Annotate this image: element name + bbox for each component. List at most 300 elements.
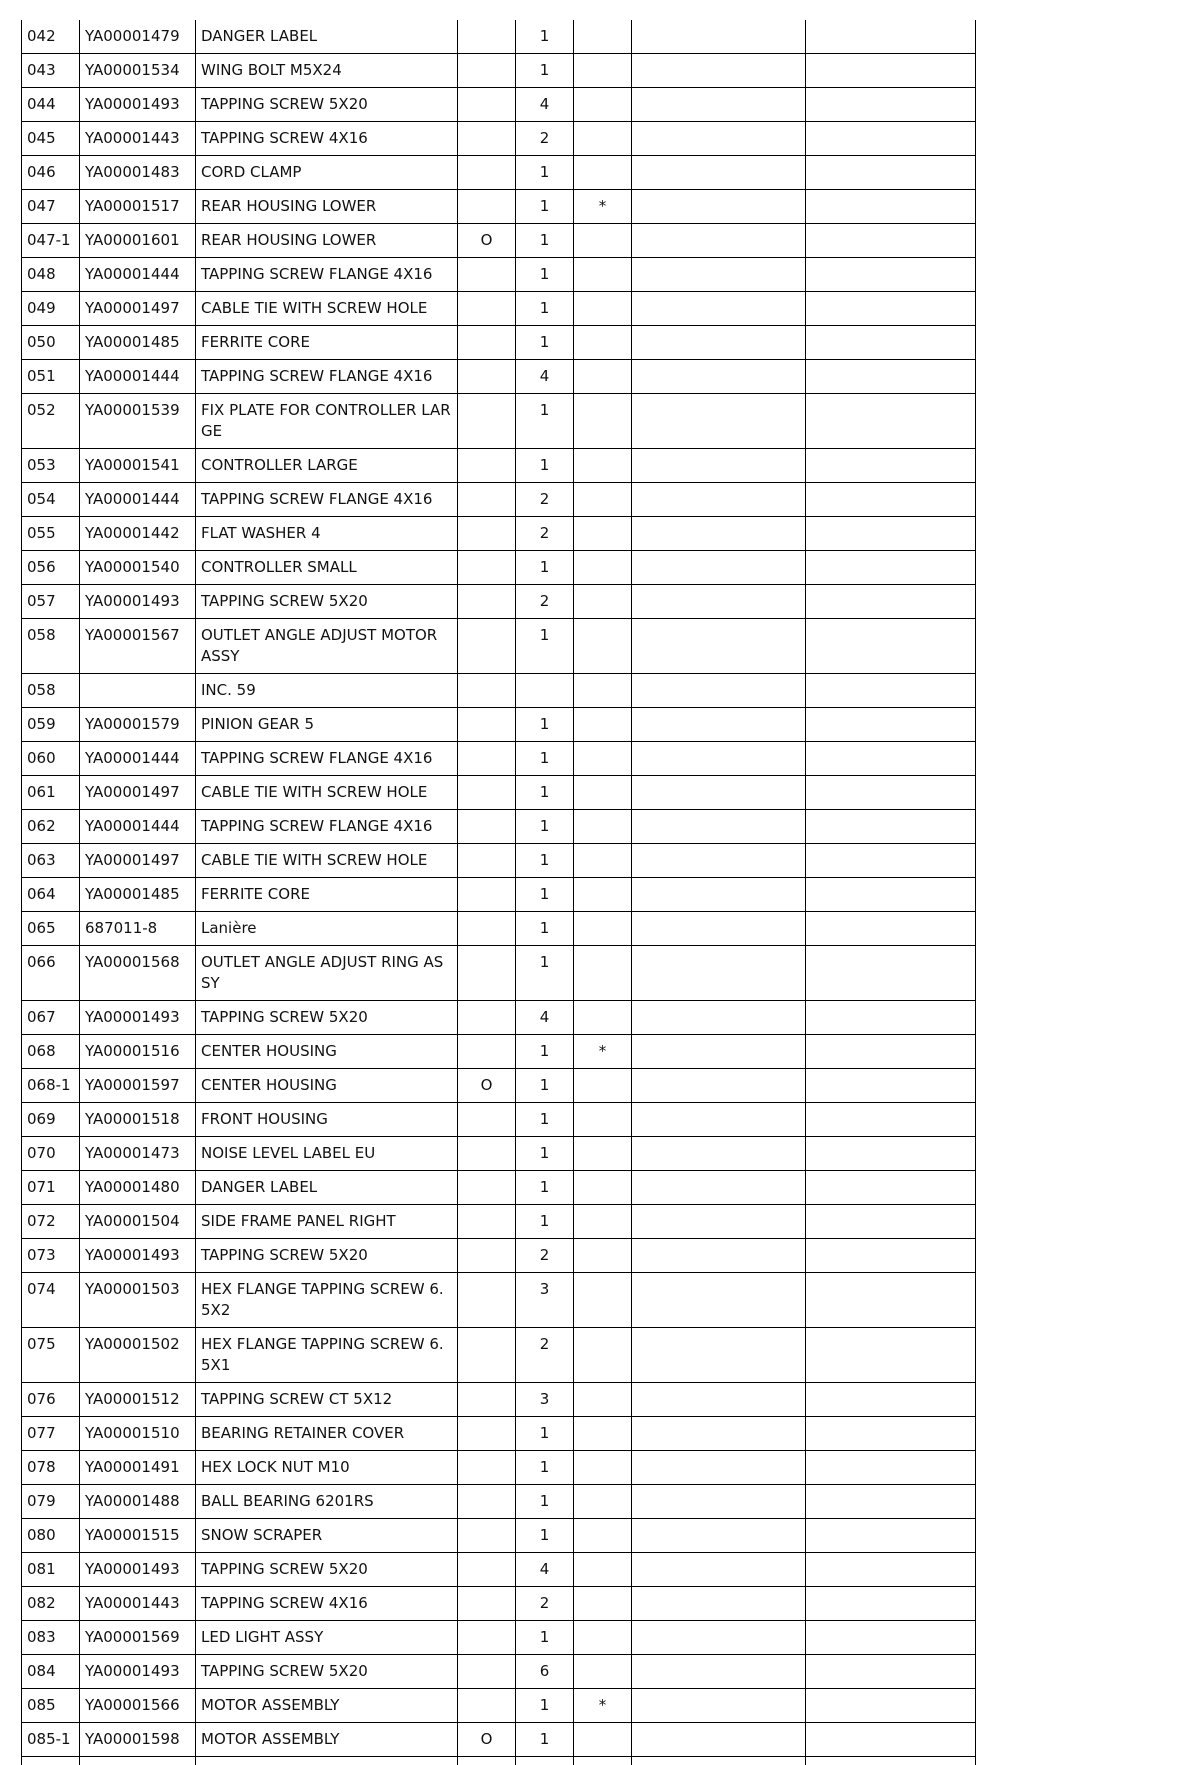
description-cell: DANGER LABEL [196,1171,458,1205]
quantity-cell: 3 [516,1383,574,1417]
blank-cell [632,674,806,708]
description-cell: TAPPING SCREW FLANGE 4X16 [196,810,458,844]
blank-cell [806,122,976,156]
item-number-cell: 058 [22,674,80,708]
note-mark-cell [574,88,632,122]
option-cell [458,810,516,844]
quantity-cell: 1 [516,1451,574,1485]
blank-cell [806,449,976,483]
item-number-cell: 074 [22,1273,80,1328]
blank-cell [806,878,976,912]
part-number-cell: YA00001444 [80,360,196,394]
quantity-cell: 4 [516,1553,574,1587]
item-number-cell: 053 [22,449,80,483]
quantity-cell: 3 [516,1273,574,1328]
description-cell: FLAT WASHER 4 [196,517,458,551]
note-mark-cell [574,1239,632,1273]
blank-cell [632,224,806,258]
table-row [22,483,976,517]
item-number-cell: 051 [22,360,80,394]
note-mark-cell [574,674,632,708]
item-number-cell: 043 [22,54,80,88]
description-cell: TAPPING SCREW 5X20 [196,1553,458,1587]
blank-cell [574,1757,632,1765]
option-cell [458,1587,516,1621]
item-number-cell: 070 [22,1137,80,1171]
item-number-cell: 060 [22,742,80,776]
description-cell: TAPPING SCREW 5X20 [196,88,458,122]
table-row [22,1587,976,1621]
table-row [22,1171,976,1205]
part-number-cell: YA00001473 [80,1137,196,1171]
note-mark-cell [574,1273,632,1328]
part-number-cell: YA00001491 [80,1451,196,1485]
blank-cell [632,1069,806,1103]
blank-cell [632,1417,806,1451]
table-row [22,912,976,946]
table-row [22,708,976,742]
quantity-cell: 1 [516,844,574,878]
option-cell [458,912,516,946]
note-mark-cell [574,1383,632,1417]
blank-cell [806,326,976,360]
description-cell: TAPPING SCREW 4X16 [196,1587,458,1621]
table-row [22,156,976,190]
description-cell: TAPPING SCREW FLANGE 4X16 [196,360,458,394]
quantity-cell: 1 [516,1519,574,1553]
blank-cell [806,1757,976,1765]
blank-cell [806,1171,976,1205]
quantity-cell: 1 [516,1205,574,1239]
item-number-cell: 084 [22,1655,80,1689]
quantity-cell: 1 [516,708,574,742]
item-number-cell: 044 [22,88,80,122]
blank-cell [196,1757,458,1765]
option-cell [458,1383,516,1417]
part-number-cell: YA00001480 [80,1171,196,1205]
quantity-cell: 1 [516,810,574,844]
item-number-cell: 072 [22,1205,80,1239]
description-cell: WING BOLT M5X24 [196,54,458,88]
quantity-cell: 1 [516,156,574,190]
description-cell: OUTLET ANGLE ADJUST MOTOR ASSY [196,619,458,674]
quantity-cell: 1 [516,878,574,912]
table-row-continued [22,1757,976,1765]
table-row [22,190,976,224]
description-cell: CONTROLLER SMALL [196,551,458,585]
quantity-cell: 2 [516,483,574,517]
part-number-cell: YA00001566 [80,1689,196,1723]
table-row [22,1205,976,1239]
note-mark-cell [574,1519,632,1553]
blank-cell [806,1103,976,1137]
table-row [22,360,976,394]
item-number-cell: 047 [22,190,80,224]
blank-cell [806,1655,976,1689]
part-number-cell: YA00001504 [80,1205,196,1239]
description-cell: TAPPING SCREW 5X20 [196,1655,458,1689]
blank-cell [632,517,806,551]
description-cell: TAPPING SCREW 4X16 [196,122,458,156]
note-mark-cell: * [574,190,632,224]
table-row [22,517,976,551]
blank-cell [806,156,976,190]
note-mark-cell [574,1553,632,1587]
table-row [22,224,976,258]
option-cell [458,1103,516,1137]
note-mark-cell [574,1171,632,1205]
quantity-cell: 1 [516,292,574,326]
description-cell: FERRITE CORE [196,878,458,912]
blank-cell [632,1519,806,1553]
note-mark-cell [574,619,632,674]
option-cell [458,1001,516,1035]
option-cell [458,394,516,449]
note-mark-cell [574,156,632,190]
option-cell [458,156,516,190]
option-cell [458,551,516,585]
description-cell: OUTLET ANGLE ADJUST RING ASSY [196,946,458,1001]
part-number-cell: YA00001502 [80,1328,196,1383]
note-mark-cell [574,122,632,156]
option-cell [458,190,516,224]
note-mark-cell [574,1001,632,1035]
description-cell: MOTOR ASSEMBLY [196,1723,458,1757]
note-mark-cell [574,1069,632,1103]
part-number-cell: YA00001517 [80,190,196,224]
option-cell [458,674,516,708]
quantity-cell: 1 [516,912,574,946]
part-number-cell: YA00001540 [80,551,196,585]
note-mark-cell [574,326,632,360]
part-number-cell: YA00001497 [80,776,196,810]
blank-cell [632,619,806,674]
table-row [22,1689,976,1723]
table-row [22,619,976,674]
note-mark-cell [574,1451,632,1485]
blank-cell [632,585,806,619]
item-number-cell: 047-1 [22,224,80,258]
option-cell [458,776,516,810]
part-number-cell: YA00001512 [80,1383,196,1417]
description-cell: BEARING RETAINER COVER [196,1417,458,1451]
part-number-cell: YA00001493 [80,1655,196,1689]
option-cell [458,54,516,88]
note-mark-cell [574,810,632,844]
part-number-cell: YA00001493 [80,88,196,122]
note-mark-cell [574,1103,632,1137]
table-row [22,844,976,878]
note-mark-cell [574,292,632,326]
blank-cell [632,1723,806,1757]
description-cell: CORD CLAMP [196,156,458,190]
blank-cell [806,708,976,742]
description-cell: TAPPING SCREW FLANGE 4X16 [196,483,458,517]
item-number-cell: 059 [22,708,80,742]
part-number-cell: YA00001518 [80,1103,196,1137]
description-cell: FERRITE CORE [196,326,458,360]
quantity-cell: 1 [516,1417,574,1451]
blank-cell [806,1723,976,1757]
part-number-cell: YA00001485 [80,326,196,360]
quantity-cell: 4 [516,88,574,122]
table-row [22,1723,976,1757]
table-row [22,1655,976,1689]
description-cell: HEX FLANGE TAPPING SCREW 6.5X2 [196,1273,458,1328]
item-number-cell: 075 [22,1328,80,1383]
description-cell: SIDE FRAME PANEL RIGHT [196,1205,458,1239]
part-number-cell: YA00001497 [80,292,196,326]
table-row [22,20,976,54]
description-cell: PINION GEAR 5 [196,708,458,742]
option-cell [458,878,516,912]
note-mark-cell [574,912,632,946]
quantity-cell: 2 [516,122,574,156]
quantity-cell: 1 [516,1621,574,1655]
item-number-cell: 056 [22,551,80,585]
table-row [22,1273,976,1328]
table-row [22,878,976,912]
part-number-cell: YA00001567 [80,619,196,674]
item-number-cell: 082 [22,1587,80,1621]
blank-cell [806,1035,976,1069]
option-cell [458,449,516,483]
quantity-cell: 1 [516,551,574,585]
table-row [22,326,976,360]
item-number-cell: 057 [22,585,80,619]
blank-cell [806,394,976,449]
quantity-cell: 4 [516,360,574,394]
description-cell: FRONT HOUSING [196,1103,458,1137]
parts-table-body [22,20,976,1765]
note-mark-cell [574,776,632,810]
blank-cell [632,1273,806,1328]
blank-cell [458,1757,516,1765]
table-row [22,585,976,619]
description-cell: REAR HOUSING LOWER [196,224,458,258]
item-number-cell: 054 [22,483,80,517]
description-cell: TAPPING SCREW CT 5X12 [196,1383,458,1417]
item-number-cell: 061 [22,776,80,810]
item-number-cell: 081 [22,1553,80,1587]
item-number-cell: 079 [22,1485,80,1519]
option-cell: O [458,1069,516,1103]
table-row [22,394,976,449]
part-number-cell: YA00001597 [80,1069,196,1103]
option-cell [458,1451,516,1485]
part-number-cell: YA00001444 [80,483,196,517]
blank-cell [632,1137,806,1171]
item-number-cell: 078 [22,1451,80,1485]
item-number-cell: 068-1 [22,1069,80,1103]
blank-cell [632,326,806,360]
item-number-cell: 069 [22,1103,80,1137]
item-number-cell: 055 [22,517,80,551]
option-cell [458,1273,516,1328]
table-row [22,1103,976,1137]
quantity-cell: 1 [516,1069,574,1103]
part-number-cell: YA00001444 [80,742,196,776]
quantity-cell: 1 [516,258,574,292]
blank-cell [806,551,976,585]
note-mark-cell [574,1655,632,1689]
item-number-cell: 062 [22,810,80,844]
part-number-cell: YA00001516 [80,1035,196,1069]
blank-cell [22,1757,80,1765]
blank-cell [632,742,806,776]
quantity-cell: 1 [516,1689,574,1723]
table-row [22,1485,976,1519]
table-row [22,1035,976,1069]
blank-cell [806,190,976,224]
part-number-cell: YA00001497 [80,844,196,878]
blank-cell [632,122,806,156]
quantity-cell: 1 [516,1171,574,1205]
blank-cell [632,20,806,54]
item-number-cell: 085-1 [22,1723,80,1757]
part-number-cell: YA00001539 [80,394,196,449]
blank-cell [632,360,806,394]
description-cell: MOTOR ASSEMBLY [196,1689,458,1723]
note-mark-cell [574,1417,632,1451]
item-number-cell: 077 [22,1417,80,1451]
item-number-cell: 083 [22,1621,80,1655]
quantity-cell: 1 [516,619,574,674]
note-mark-cell [574,878,632,912]
quantity-cell: 4 [516,1001,574,1035]
description-cell: NOISE LEVEL LABEL EU [196,1137,458,1171]
table-row [22,258,976,292]
quantity-cell: 1 [516,1137,574,1171]
option-cell [458,1417,516,1451]
blank-cell [806,1451,976,1485]
description-cell: CABLE TIE WITH SCREW HOLE [196,844,458,878]
part-number-cell: YA00001569 [80,1621,196,1655]
blank-cell [806,1273,976,1328]
description-cell: TAPPING SCREW FLANGE 4X16 [196,742,458,776]
item-number-cell: 066 [22,946,80,1001]
part-number-cell: YA00001515 [80,1519,196,1553]
blank-cell [806,258,976,292]
blank-cell [806,1069,976,1103]
blank-cell [806,20,976,54]
item-number-cell: 042 [22,20,80,54]
table-row [22,1383,976,1417]
blank-cell [632,190,806,224]
note-mark-cell [574,585,632,619]
quantity-cell: 2 [516,585,574,619]
quantity-cell: 1 [516,1103,574,1137]
blank-cell [632,1587,806,1621]
quantity-cell: 1 [516,742,574,776]
table-row [22,776,976,810]
blank-cell [806,674,976,708]
table-row [22,1069,976,1103]
part-number-cell: YA00001493 [80,1001,196,1035]
blank-cell [806,742,976,776]
quantity-cell: 1 [516,224,574,258]
blank-cell [806,1689,976,1723]
part-number-cell: YA00001510 [80,1417,196,1451]
table-row [22,946,976,1001]
table-row [22,674,976,708]
part-number-cell: YA00001444 [80,258,196,292]
blank-cell [806,1383,976,1417]
option-cell [458,258,516,292]
blank-cell [806,810,976,844]
item-number-cell: 080 [22,1519,80,1553]
part-number-cell: YA00001443 [80,1587,196,1621]
table-row [22,1451,976,1485]
note-mark-cell [574,708,632,742]
option-cell [458,1171,516,1205]
blank-cell [632,1035,806,1069]
part-number-cell: YA00001485 [80,878,196,912]
item-number-cell: 076 [22,1383,80,1417]
blank-cell [632,1205,806,1239]
blank-cell [806,1485,976,1519]
blank-cell [632,1103,806,1137]
description-cell: INC. 59 [196,674,458,708]
table-row [22,1001,976,1035]
note-mark-cell [574,449,632,483]
note-mark-cell [574,1723,632,1757]
blank-cell [632,156,806,190]
description-cell: CENTER HOUSING [196,1035,458,1069]
item-number-cell: 052 [22,394,80,449]
blank-cell [632,1655,806,1689]
option-cell [458,1655,516,1689]
part-number-cell: YA00001534 [80,54,196,88]
option-cell [458,742,516,776]
description-cell: TAPPING SCREW FLANGE 4X16 [196,258,458,292]
blank-cell [806,360,976,394]
blank-cell [806,1328,976,1383]
blank-cell [632,810,806,844]
note-mark-cell [574,946,632,1001]
table-row [22,292,976,326]
table-row [22,1553,976,1587]
blank-cell [806,844,976,878]
part-number-cell: YA00001488 [80,1485,196,1519]
table-row [22,1137,976,1171]
part-number-cell: YA00001503 [80,1273,196,1328]
quantity-cell: 1 [516,776,574,810]
quantity-cell: 1 [516,54,574,88]
note-mark-cell [574,360,632,394]
option-cell [458,122,516,156]
item-number-cell: 063 [22,844,80,878]
parts-list-sheet [21,20,975,1765]
note-mark-cell [574,844,632,878]
item-number-cell: 045 [22,122,80,156]
quantity-cell: 1 [516,394,574,449]
description-cell: Lanière [196,912,458,946]
table-row [22,1239,976,1273]
item-number-cell: 058 [22,619,80,674]
part-number-cell: YA00001579 [80,708,196,742]
description-cell: DANGER LABEL [196,20,458,54]
note-mark-cell [574,258,632,292]
option-cell [458,1689,516,1723]
description-cell: HEX LOCK NUT M10 [196,1451,458,1485]
blank-cell [806,912,976,946]
part-number-cell: 687011-8 [80,912,196,946]
option-cell [458,517,516,551]
blank-cell [806,517,976,551]
table-row [22,122,976,156]
blank-cell [632,258,806,292]
